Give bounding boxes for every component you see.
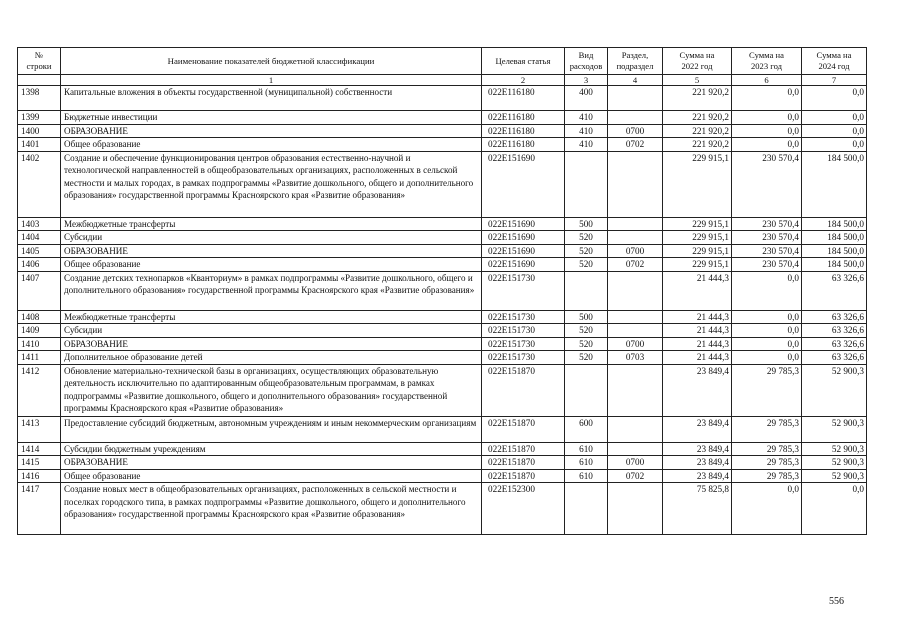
- header-section: Раздел, подраздел: [608, 48, 663, 75]
- sum-2023: 0,0: [732, 351, 802, 365]
- target-article: 022E151730: [482, 324, 565, 338]
- indicator-name: Общее образование: [61, 138, 482, 152]
- row-number: 1403: [18, 217, 61, 231]
- indicator-name: ОБРАЗОВАНИЕ: [61, 124, 482, 138]
- sum-2022: 221 920,2: [663, 86, 732, 111]
- target-article: 022E152300: [482, 483, 565, 535]
- sum-2024: 0,0: [802, 483, 867, 535]
- table-body: [18, 86, 867, 535]
- section-code: [608, 231, 663, 245]
- sum-2022: 229 915,1: [663, 151, 732, 217]
- sum-2024: 0,0: [802, 111, 867, 125]
- row-number: 1414: [18, 442, 61, 456]
- header-row-number: № строки: [18, 48, 61, 75]
- section-code: 0702: [608, 469, 663, 483]
- table-row: [18, 138, 867, 152]
- sum-2023: 0,0: [732, 138, 802, 152]
- header-target-article: Целевая статья: [482, 48, 565, 75]
- section-code: [608, 111, 663, 125]
- target-article: 022E151690: [482, 151, 565, 217]
- target-article: 022E151870: [482, 469, 565, 483]
- sum-2024: 0,0: [802, 138, 867, 152]
- sum-2022: 23 849,4: [663, 456, 732, 470]
- target-article: 022E116180: [482, 86, 565, 111]
- target-article: 022E116180: [482, 138, 565, 152]
- sum-2024: 63 326,6: [802, 310, 867, 324]
- expense-type: 610: [565, 456, 608, 470]
- header-sum-2023: Сумма на 2023 год: [732, 48, 802, 75]
- row-number: 1416: [18, 469, 61, 483]
- target-article: 022E116180: [482, 111, 565, 125]
- sum-2024: 52 900,3: [802, 364, 867, 416]
- indicator-name: Субсидии: [61, 231, 482, 245]
- expense-type: 520: [565, 244, 608, 258]
- target-article: 022E151870: [482, 442, 565, 456]
- table-row: [18, 86, 867, 111]
- table-row: [18, 217, 867, 231]
- target-article: 022E151870: [482, 456, 565, 470]
- sum-2024: 184 500,0: [802, 151, 867, 217]
- sum-2022: 21 444,3: [663, 324, 732, 338]
- row-number: 1412: [18, 364, 61, 416]
- expense-type: 610: [565, 442, 608, 456]
- section-code: 0703: [608, 351, 663, 365]
- row-number: 1409: [18, 324, 61, 338]
- sum-2024: 63 326,6: [802, 271, 867, 310]
- sum-2024: 184 500,0: [802, 231, 867, 245]
- table-row: [18, 364, 867, 416]
- sum-2023: 230 570,4: [732, 244, 802, 258]
- target-article: 022E151730: [482, 310, 565, 324]
- indicator-name: Предоставление субсидий бюджетным, автономным учреждениям и иным некоммерческим организациям: [61, 416, 482, 442]
- sum-2022: 221 920,2: [663, 138, 732, 152]
- section-code: 0700: [608, 244, 663, 258]
- sum-2023: 230 570,4: [732, 258, 802, 272]
- sum-2022: 23 849,4: [663, 416, 732, 442]
- sum-2022: 75 825,8: [663, 483, 732, 535]
- indicator-name: ОБРАЗОВАНИЕ: [61, 456, 482, 470]
- sum-2023: 29 785,3: [732, 442, 802, 456]
- table-row: [18, 310, 867, 324]
- indicator-name: Межбюджетные трансферты: [61, 310, 482, 324]
- indicator-name: Субсидии бюджетным учреждениям: [61, 442, 482, 456]
- section-code: [608, 310, 663, 324]
- table-row: [18, 258, 867, 272]
- indicator-name: Общее образование: [61, 258, 482, 272]
- expense-type: [565, 483, 608, 535]
- sum-2022: 21 444,3: [663, 271, 732, 310]
- target-article: 022E151870: [482, 364, 565, 416]
- target-article: 022E151730: [482, 351, 565, 365]
- section-code: 0700: [608, 124, 663, 138]
- indicator-name: Создание новых мест в общеобразовательных организациях, расположенных в сельской местности и поселках городского типа, в рамках подпрограммы «Развитие дошкольного, общего и дополнительного образования» государственной программы Красноярского края «Развитие образования»: [61, 483, 482, 535]
- sum-2023: 29 785,3: [732, 469, 802, 483]
- section-code: [608, 416, 663, 442]
- indicator-name: Бюджетные инвестиции: [61, 111, 482, 125]
- sum-2023: 0,0: [732, 111, 802, 125]
- indicator-name: ОБРАЗОВАНИЕ: [61, 244, 482, 258]
- section-code: [608, 324, 663, 338]
- sum-2023: 0,0: [732, 483, 802, 535]
- row-number: 1405: [18, 244, 61, 258]
- column-number: 3: [565, 75, 608, 86]
- row-number: 1400: [18, 124, 61, 138]
- column-number: 4: [608, 75, 663, 86]
- section-code: 0702: [608, 138, 663, 152]
- header-indicator-name: Наименование показателей бюджетной классификации: [61, 48, 482, 75]
- indicator-name: Субсидии: [61, 324, 482, 338]
- sum-2023: 0,0: [732, 337, 802, 351]
- row-number: 1407: [18, 271, 61, 310]
- table-row: [18, 151, 867, 217]
- section-code: [608, 86, 663, 111]
- sum-2022: 21 444,3: [663, 351, 732, 365]
- indicator-name: Общее образование: [61, 469, 482, 483]
- sum-2022: 23 849,4: [663, 469, 732, 483]
- sum-2023: 230 570,4: [732, 231, 802, 245]
- page-number: 556: [829, 596, 844, 607]
- table-row: [18, 244, 867, 258]
- sum-2022: 229 915,1: [663, 258, 732, 272]
- table-row: [18, 351, 867, 365]
- indicator-name: Создание детских технопарков «Кванториум» в рамках подпрограммы «Развитие дошкольного, общего и дополнительного образования» государственной программы Красноярского края «Развитие образования»: [61, 271, 482, 310]
- column-number: 5: [663, 75, 732, 86]
- column-number: 7: [802, 75, 867, 86]
- target-article: 022E116180: [482, 124, 565, 138]
- row-number: 1399: [18, 111, 61, 125]
- sum-2024: 63 326,6: [802, 337, 867, 351]
- indicator-name: Капитальные вложения в объекты государственной (муниципальной) собственности: [61, 86, 482, 111]
- expense-type: 610: [565, 469, 608, 483]
- section-code: 0702: [608, 258, 663, 272]
- target-article: 022E151690: [482, 231, 565, 245]
- sum-2023: 0,0: [732, 310, 802, 324]
- expense-type: [565, 271, 608, 310]
- expense-type: 410: [565, 111, 608, 125]
- expense-type: [565, 364, 608, 416]
- sum-2024: 52 900,3: [802, 469, 867, 483]
- table-row: [18, 456, 867, 470]
- sum-2022: 229 915,1: [663, 217, 732, 231]
- row-number: 1406: [18, 258, 61, 272]
- sum-2024: 184 500,0: [802, 244, 867, 258]
- sum-2023: 0,0: [732, 324, 802, 338]
- sum-2023: 29 785,3: [732, 456, 802, 470]
- target-article: 022E151690: [482, 244, 565, 258]
- row-number: 1411: [18, 351, 61, 365]
- expense-type: 520: [565, 351, 608, 365]
- indicator-name: ОБРАЗОВАНИЕ: [61, 337, 482, 351]
- sum-2023: 0,0: [732, 86, 802, 111]
- section-code: [608, 483, 663, 535]
- expense-type: 520: [565, 258, 608, 272]
- sum-2022: 221 920,2: [663, 111, 732, 125]
- header-expense-type: Вид расходов: [565, 48, 608, 75]
- sum-2024: 52 900,3: [802, 416, 867, 442]
- row-number: 1410: [18, 337, 61, 351]
- indicator-name: Создание и обеспечение функционирования центров образования естественно-научной и технологической направленностей в общеобразовательных организациях, расположенных в сельской местности и малых городах, в рамках подпрограммы «Развитие дошкольного, общего и дополнительного образования» государственной программы Красноярского края «Развитие образования»: [61, 151, 482, 217]
- sum-2022: 229 915,1: [663, 244, 732, 258]
- sum-2022: 21 444,3: [663, 310, 732, 324]
- sum-2024: 184 500,0: [802, 258, 867, 272]
- sum-2022: 221 920,2: [663, 124, 732, 138]
- table-row: [18, 124, 867, 138]
- sum-2023: 29 785,3: [732, 416, 802, 442]
- expense-type: 600: [565, 416, 608, 442]
- sum-2024: 0,0: [802, 124, 867, 138]
- expense-type: 400: [565, 86, 608, 111]
- row-number: 1401: [18, 138, 61, 152]
- sum-2024: 0,0: [802, 86, 867, 111]
- sum-2024: 184 500,0: [802, 217, 867, 231]
- table-row: [18, 111, 867, 125]
- section-code: [608, 271, 663, 310]
- section-code: [608, 151, 663, 217]
- target-article: 022E151730: [482, 337, 565, 351]
- expense-type: 520: [565, 324, 608, 338]
- section-code: 0700: [608, 456, 663, 470]
- sum-2022: 21 444,3: [663, 337, 732, 351]
- target-article: 022E151730: [482, 271, 565, 310]
- header-sum-2024: Сумма на 2024 год: [802, 48, 867, 75]
- sum-2023: 230 570,4: [732, 151, 802, 217]
- column-number: [18, 75, 61, 86]
- row-number: 1415: [18, 456, 61, 470]
- table-row: [18, 442, 867, 456]
- row-number: 1413: [18, 416, 61, 442]
- sum-2024: 63 326,6: [802, 351, 867, 365]
- column-number: 1: [61, 75, 482, 86]
- section-code: [608, 442, 663, 456]
- sum-2022: 23 849,4: [663, 442, 732, 456]
- table-row: [18, 231, 867, 245]
- column-number: 6: [732, 75, 802, 86]
- section-code: [608, 364, 663, 416]
- indicator-name: Обновление материально-технической базы в организациях, осуществляющих образовательную деятельность исключительно по адаптированным общеобразовательным программам, в рамках подпрограммы «Развитие дошкольного, общего и дополнительного образования» государственной программы Красноярского края «Развитие образования»: [61, 364, 482, 416]
- expense-type: 500: [565, 310, 608, 324]
- sum-2024: 52 900,3: [802, 442, 867, 456]
- section-code: 0700: [608, 337, 663, 351]
- sum-2023: 29 785,3: [732, 364, 802, 416]
- expense-type: 410: [565, 138, 608, 152]
- expense-type: [565, 151, 608, 217]
- sum-2022: 229 915,1: [663, 231, 732, 245]
- row-number: 1402: [18, 151, 61, 217]
- sum-2023: 0,0: [732, 124, 802, 138]
- sum-2023: 230 570,4: [732, 217, 802, 231]
- header-row: [18, 48, 867, 75]
- row-number: 1408: [18, 310, 61, 324]
- table-row: [18, 416, 867, 442]
- sum-2024: 52 900,3: [802, 456, 867, 470]
- row-number: 1398: [18, 86, 61, 111]
- target-article: 022E151690: [482, 258, 565, 272]
- section-code: [608, 217, 663, 231]
- header-sum-2022: Сумма на 2022 год: [663, 48, 732, 75]
- expense-type: 520: [565, 231, 608, 245]
- table-row: [18, 469, 867, 483]
- column-number-row: [18, 75, 867, 86]
- row-number: 1404: [18, 231, 61, 245]
- sum-2024: 63 326,6: [802, 324, 867, 338]
- expense-type: 500: [565, 217, 608, 231]
- sum-2022: 23 849,4: [663, 364, 732, 416]
- target-article: 022E151870: [482, 416, 565, 442]
- indicator-name: Межбюджетные трансферты: [61, 217, 482, 231]
- table-row: [18, 324, 867, 338]
- expense-type: 520: [565, 337, 608, 351]
- table-row: [18, 271, 867, 310]
- target-article: 022E151690: [482, 217, 565, 231]
- expense-type: 410: [565, 124, 608, 138]
- indicator-name: Дополнительное образование детей: [61, 351, 482, 365]
- column-number: 2: [482, 75, 565, 86]
- table-row: [18, 337, 867, 351]
- sum-2023: 0,0: [732, 271, 802, 310]
- budget-table: [17, 47, 867, 535]
- table-row: [18, 483, 867, 535]
- row-number: 1417: [18, 483, 61, 535]
